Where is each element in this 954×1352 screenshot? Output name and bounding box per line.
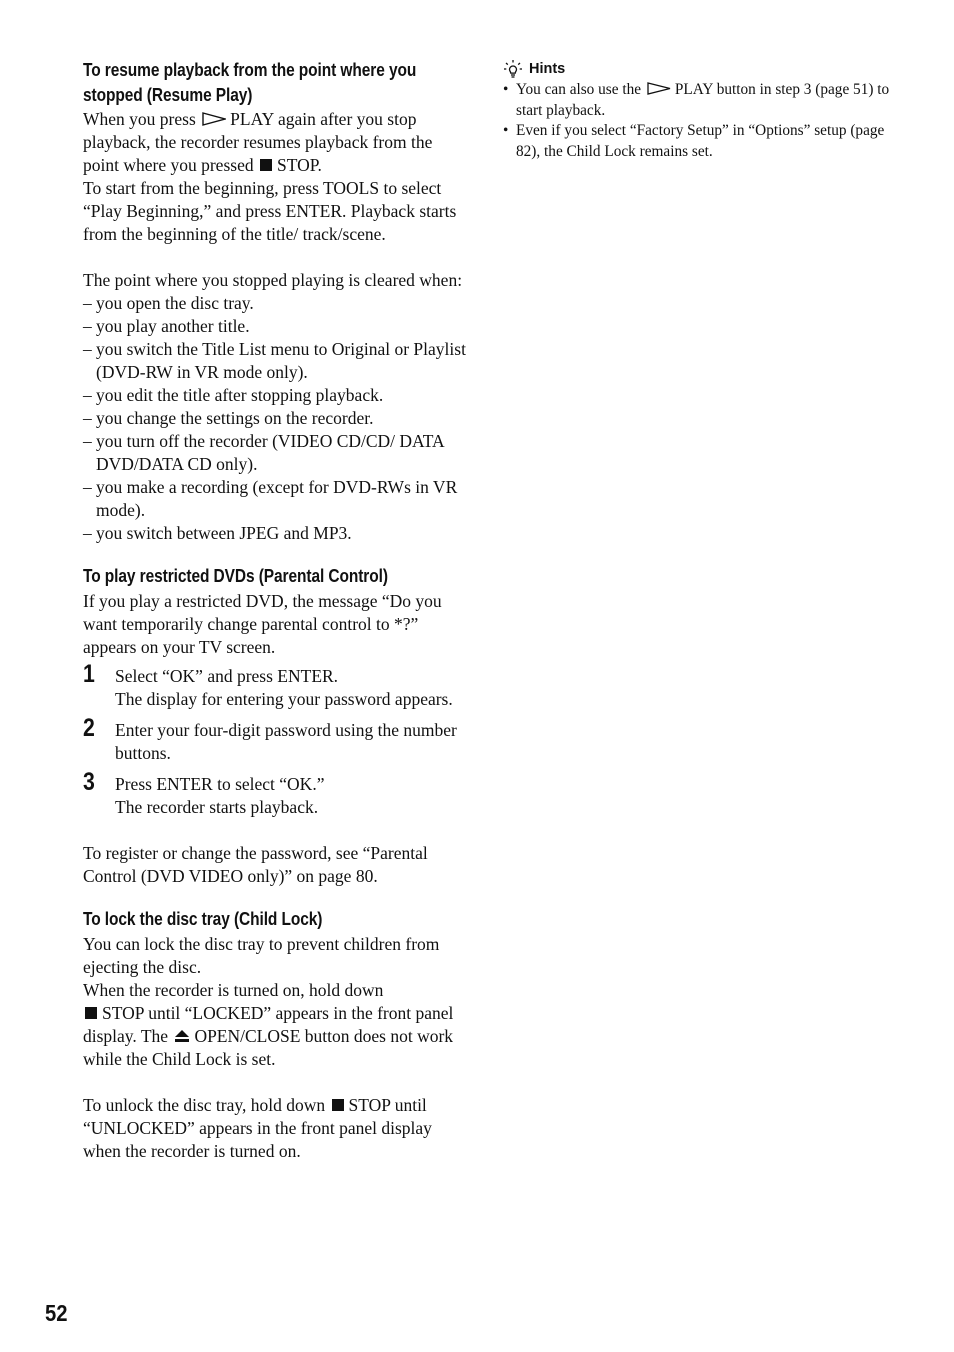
list-item: – you switch the Title List menu to Original or Playlist (DVD-RW in VR mode only). (83, 339, 466, 382)
parental-outro: To register or change the password, see “Parental Control (DVD VIDEO only)” on page 80. (83, 843, 428, 886)
parental-control-heading: To play restricted DVDs (Parental Control) (83, 566, 388, 586)
resume-play-paragraph: When you press PLAY again after you stop playback, the recorder resumes playback from the point where you pressed STOP. (83, 109, 433, 175)
stop-icon (332, 1099, 344, 1111)
hints-list (503, 80, 903, 162)
parental-intro: If you play a restricted DVD, the message “Do you want temporarily change parental control to *?” appears on your TV screen. (83, 591, 442, 657)
child-lock-paragraph-2: When the recorder is turned on, hold down STOP until “LOCKED” appears in the front panel display. The OPEN/CLOSE button does not work while the Child Lock is set. (83, 980, 454, 1069)
left-column (83, 58, 467, 1163)
step-number: 2 (83, 714, 95, 742)
resume-play-heading: To resume playback from the point where you stopped (Resume Play) (83, 60, 417, 105)
play-icon (202, 112, 226, 126)
list-item: – you edit the title after stopping playback. (83, 385, 384, 405)
cleared-intro: The point where you stopped playing is cleared when: (83, 270, 463, 290)
list-item: – you switch between JPEG and MP3. (83, 523, 352, 543)
hints-header (503, 58, 903, 80)
list-item: • Even if you select “Factory Setup” in “Options” setup (page 82), the Child Lock remains set. (503, 122, 885, 160)
child-lock-heading: To lock the disc tray (Child Lock) (83, 909, 323, 929)
hints-title: Hints (529, 61, 566, 77)
page-number: 52 (45, 1300, 68, 1326)
step-2: 2 Enter your four-digit password using the number buttons. (83, 714, 457, 763)
play-icon (647, 82, 671, 95)
list-item: – you make a recording (except for DVD-RWs in VR mode). (83, 477, 458, 520)
stop-icon (260, 159, 272, 171)
play-beginning-paragraph: To start from the beginning, press TOOLS to select “Play Beginning,” and press ENTER. Playback starts from the beginning of the title/ track/scene. (83, 178, 457, 244)
lightbulb-icon (503, 59, 523, 79)
resume-play-section (83, 58, 467, 545)
step-number: 1 (83, 660, 95, 688)
step-3: 3 Press ENTER to select “OK.” The recorder starts playback. (83, 768, 325, 817)
list-item: – you play another title. (83, 316, 250, 336)
child-lock-section (83, 907, 467, 1163)
step-number: 3 (83, 768, 95, 796)
list-item: • You can also use the PLAY button in step 3 (page 51) to start playback. (503, 81, 890, 119)
child-lock-paragraph-3: To unlock the disc tray, hold down STOP until “UNLOCKED” appears in the front panel display when the recorder is turned on. (83, 1095, 432, 1161)
right-column (503, 58, 903, 162)
list-item: – you open the disc tray. (83, 293, 254, 313)
list-item: – you change the settings on the recorder. (83, 408, 374, 428)
list-item: – you turn off the recorder (VIDEO CD/CD/ DATA DVD/DATA CD only). (83, 431, 444, 474)
eject-icon (174, 1029, 190, 1043)
child-lock-paragraph-1: You can lock the disc tray to prevent children from ejecting the disc. (83, 934, 440, 977)
stop-icon (85, 1007, 97, 1019)
cleared-conditions-list (83, 292, 467, 545)
parental-control-section (83, 564, 467, 888)
step-1: 1 Select “OK” and press ENTER. The display for entering your password appears. (83, 660, 453, 709)
